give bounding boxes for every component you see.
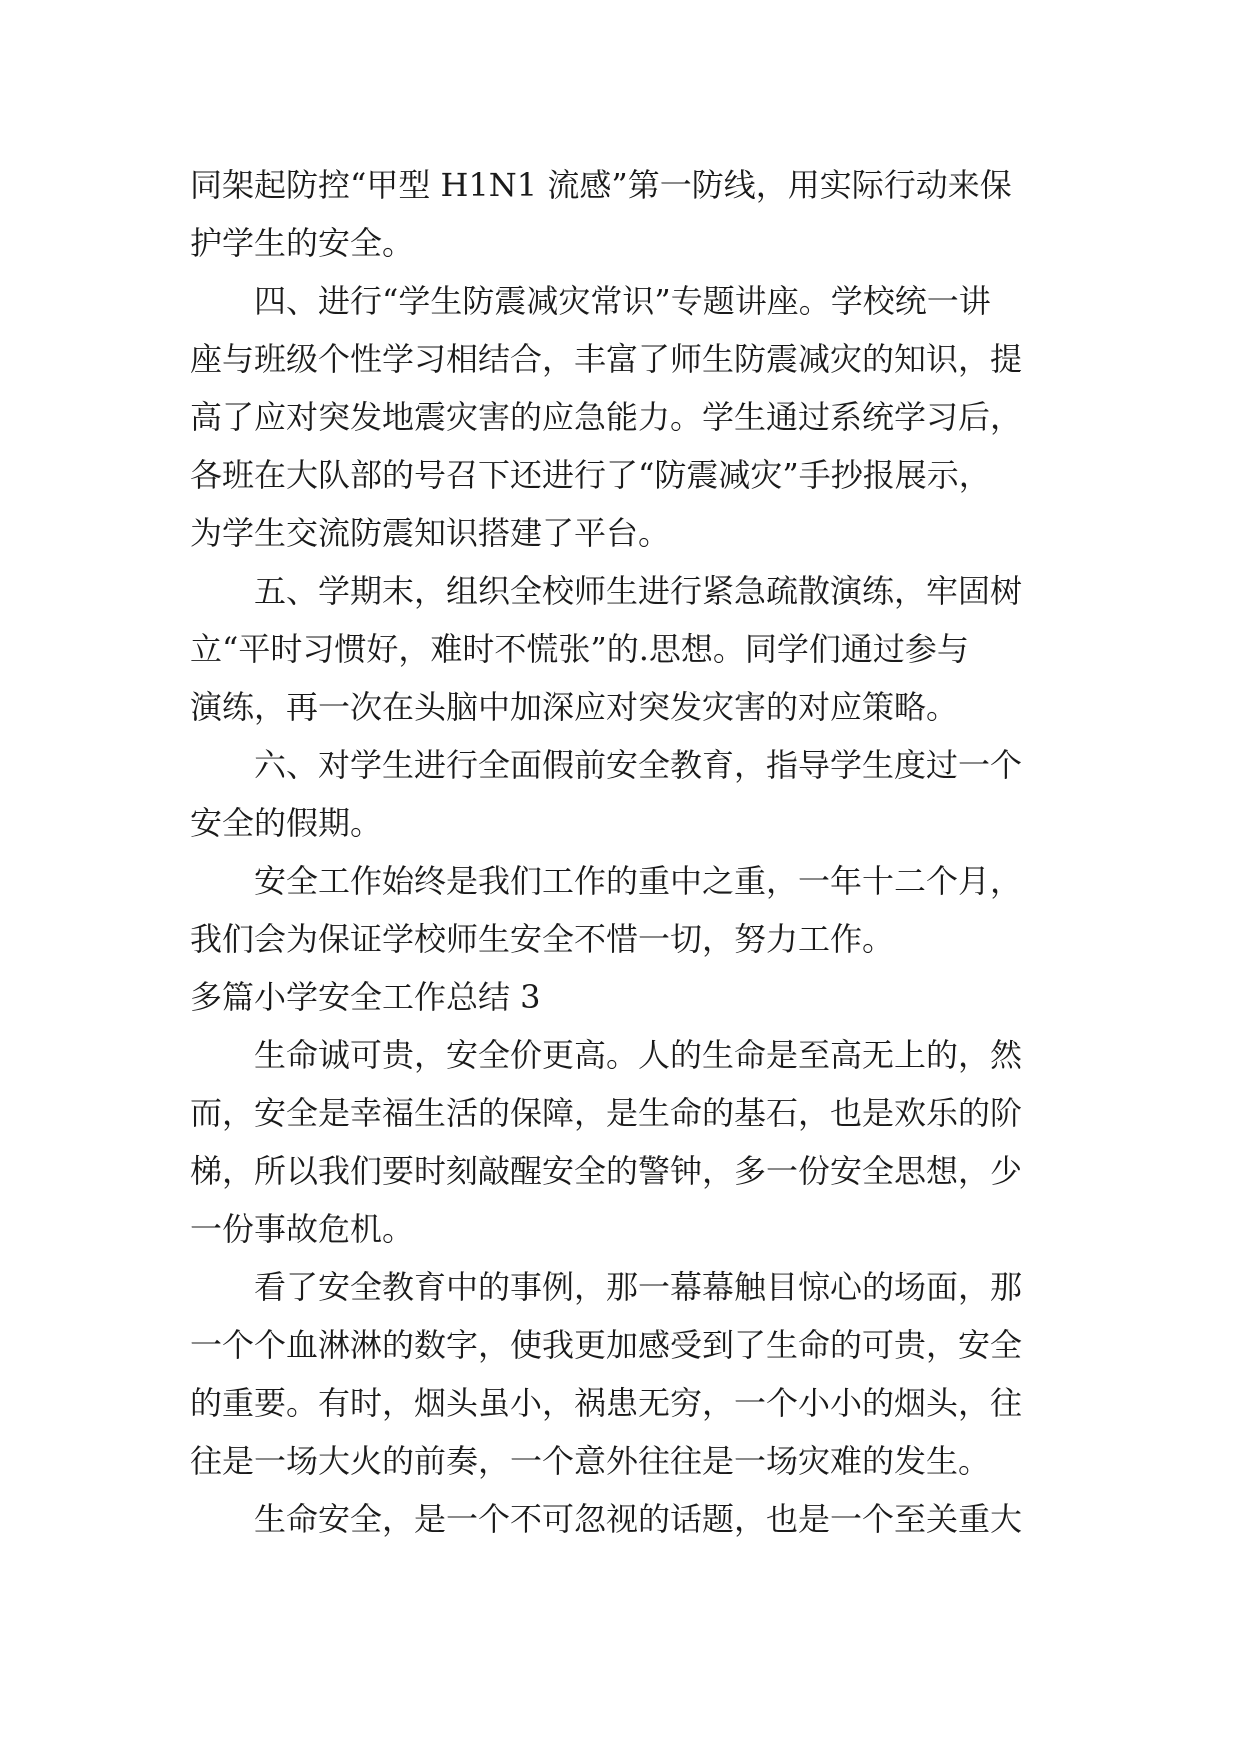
section-heading: 多篇小学安全工作总结 3 [190, 978, 541, 1016]
text-line: 立“平时习惯好，难时不慌张”的.思想。同学们通过参与 [190, 630, 969, 668]
text-line: 高了应对突发地震灾害的应急能力。学生通过系统学习后， [190, 398, 1023, 436]
text-line: 一份事故危机。 [190, 1210, 415, 1248]
text-line: 一个个血淋淋的数字，使我更加感受到了生命的可贵，安全 [190, 1326, 1023, 1364]
paragraph-start-line: 安全工作始终是我们工作的重中之重，一年十二个月， [254, 862, 1023, 900]
text-line: 往是一场大火的前奏，一个意外往往是一场灾难的发生。 [190, 1442, 991, 1480]
text-line: 各班在大队部的号召下还进行了“防震减灾”手抄报展示， [190, 456, 991, 494]
paragraph-start-line: 生命安全，是一个不可忽视的话题，也是一个至关重大 [254, 1500, 1023, 1538]
text-line: 演练，再一次在头脑中加深应对突发灾害的对应策略。 [190, 688, 959, 726]
paragraph-start-line: 四、进行“学生防震减灾常识”专题讲座。学校统一讲 [254, 282, 991, 320]
text-line: 梯，所以我们要时刻敲醒安全的警钟，多一份安全思想，少 [190, 1152, 1023, 1190]
text-line: 为学生交流防震知识搭建了平台。 [190, 514, 671, 552]
paragraph-start-line: 五、学期末，组织全校师生进行紧急疏散演练，牢固树 [254, 572, 1023, 610]
text-line: 同架起防控“甲型 H1N1 流感”第一防线，用实际行动来保 [190, 166, 1012, 204]
text-line: 座与班级个性学习相结合，丰富了师生防震减灾的知识，提 [190, 340, 1023, 378]
text-line: 的重要。有时，烟头虽小，祸患无穷，一个小小的烟头，往 [190, 1384, 1023, 1422]
text-line: 我们会为保证学校师生安全不惜一切，努力工作。 [190, 920, 895, 958]
text-line: 护学生的安全。 [190, 224, 415, 262]
text-line: 安全的假期。 [190, 804, 383, 842]
paragraph-start-line: 六、对学生进行全面假前安全教育，指导学生度过一个 [254, 746, 1023, 784]
text-line: 而，安全是幸福生活的保障，是生命的基石，也是欢乐的阶 [190, 1094, 1023, 1132]
paragraph-start-line: 看了安全教育中的事例，那一幕幕触目惊心的场面，那 [254, 1268, 1023, 1306]
paragraph-start-line: 生命诚可贵，安全价更高。人的生命是至高无上的，然 [254, 1036, 1023, 1074]
